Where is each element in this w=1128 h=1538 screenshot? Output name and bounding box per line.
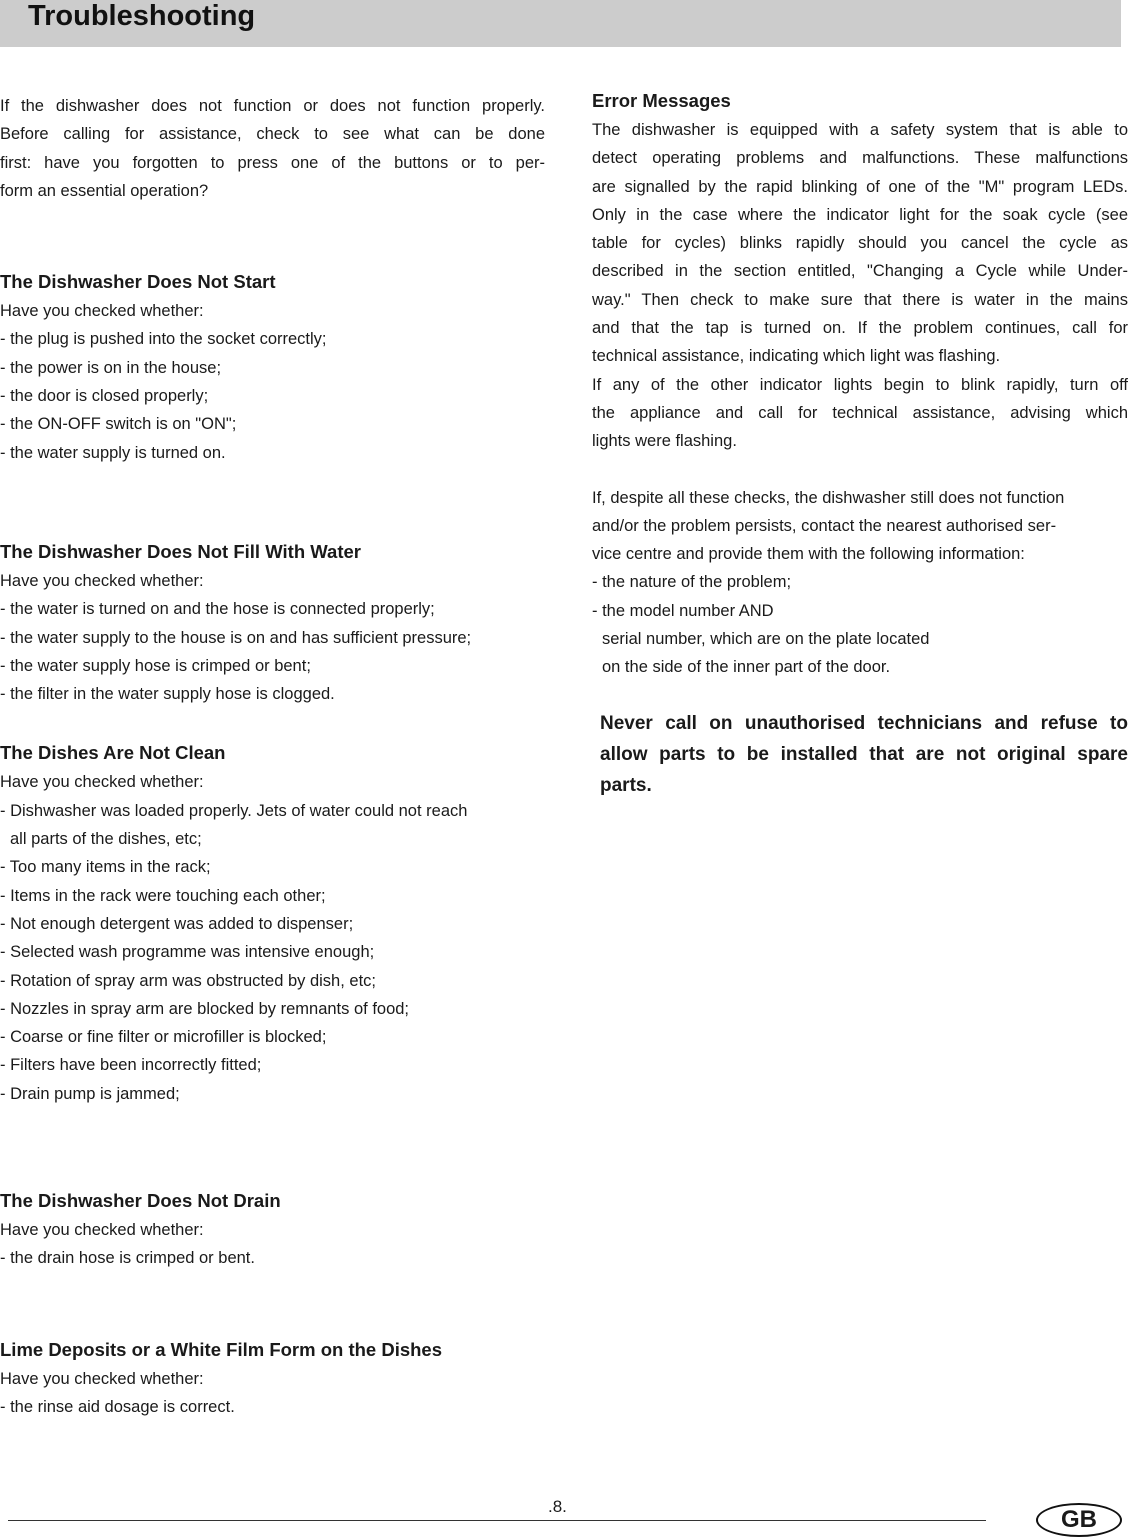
footer-divider	[8, 1520, 986, 1521]
section-lime	[0, 1335, 545, 1422]
section-line: - the ON-OFF switch is on "ON";	[0, 415, 237, 434]
section-line: - Selected wash programme was intensive enough;	[0, 943, 375, 962]
section-line: - Rotation of spray arm was obstructed by dish, etc;	[0, 971, 376, 990]
section-line: - the water is turned on and the hose is connected properly;	[0, 600, 435, 619]
warning-line: allow parts to be installed that are not original spare	[600, 743, 1128, 765]
section-not-drain	[0, 1186, 545, 1273]
section-line: all parts of the dishes, etc;	[10, 830, 202, 849]
error-line: - the model number AND	[592, 601, 774, 620]
section-heading: The Dishwasher Does Not Start	[0, 271, 276, 293]
section-line: Have you checked whether:	[0, 302, 204, 321]
section-not-start	[0, 267, 545, 467]
section-line: - Filters have been incorrectly fitted;	[0, 1056, 262, 1075]
section-not-fill	[0, 537, 545, 708]
error-line: on the side of the inner part of the door.	[602, 658, 891, 677]
section-line: Have you checked whether:	[0, 1369, 204, 1388]
error-line: the appliance and call for technical assistance, advising which	[592, 403, 1128, 422]
section-line: - the plug is pushed into the socket correctly;	[0, 330, 327, 349]
section-line: - Drain pump is jammed;	[0, 1084, 180, 1103]
left-column	[0, 92, 545, 1421]
section-line: - Items in the rack were touching each other;	[0, 886, 326, 905]
error-line: vice centre and provide them with the following information:	[592, 545, 1025, 564]
section-line: - the rinse aid dosage is correct.	[0, 1397, 235, 1416]
error-line: are signalled by the rapid blinking of one of the "M" program LEDs.	[592, 177, 1128, 196]
error-line: and/or the problem persists, contact the nearest authorised ser-	[592, 516, 1057, 535]
error-line: way." Then check to make sure that there is water in the mains	[592, 290, 1128, 309]
error-line: lights were flashing.	[592, 432, 737, 451]
error-paragraph-2	[592, 371, 1128, 456]
error-line: If, despite all these checks, the dishwasher still does not function	[592, 488, 1065, 507]
section-line: - the power is on in the house;	[0, 358, 222, 377]
section-line: - the water supply to the house is on and has sufficient pressure;	[0, 628, 472, 647]
intro-line: form an essential operation?	[0, 181, 209, 200]
section-line: - Too many items in the rack;	[0, 858, 211, 877]
section-line: - Dishwasher was loaded properly. Jets of water could not reach	[0, 801, 468, 820]
error-messages-heading: Error Messages	[592, 90, 731, 111]
error-paragraph-3	[592, 484, 1128, 682]
warning-notice	[592, 708, 1128, 801]
section-line: Have you checked whether:	[0, 571, 204, 590]
section-line: - the filter in the water supply hose is clogged.	[0, 685, 335, 704]
intro-line: Before calling for assistance, check to see what can be done	[0, 125, 545, 144]
error-line: - the nature of the problem;	[592, 573, 792, 592]
section-heading: The Dishwasher Does Not Drain	[0, 1190, 281, 1212]
header-bar	[0, 0, 1121, 47]
error-line: technical assistance, indicating which light was flashing.	[592, 347, 1001, 366]
error-line: Only in the case where the indicator light for the soak cycle (see	[592, 205, 1128, 224]
warning-line: parts.	[600, 774, 652, 796]
section-line: Have you checked whether:	[0, 773, 204, 792]
section-heading: The Dishes Are Not Clean	[0, 742, 226, 764]
error-line: The dishwasher is equipped with a safety system that is able to	[592, 121, 1128, 139]
section-line: - the water supply hose is crimped or bent;	[0, 656, 311, 675]
error-line: described in the section entitled, "Changing a Cycle while Under-	[592, 262, 1128, 281]
language-badge: GB	[1036, 1503, 1122, 1537]
error-line: and that the tap is turned on. If the problem continues, call for	[592, 319, 1128, 338]
error-line: serial number, which are on the plate located	[602, 630, 930, 649]
section-line: Have you checked whether:	[0, 1221, 204, 1240]
page-number: .8.	[548, 1497, 567, 1516]
section-heading: Lime Deposits or a White Film Form on the Dishes	[0, 1338, 443, 1360]
section-not-clean	[0, 738, 545, 1108]
error-line: table for cycles) blinks rapidly should you cancel the cycle as	[592, 234, 1128, 253]
right-column	[592, 86, 1128, 801]
page-title: Troubleshooting	[28, 0, 256, 32]
intro-paragraph	[0, 92, 545, 205]
error-paragraph-1	[592, 116, 1128, 371]
error-line: detect operating problems and malfunctions. These malfunctions	[592, 149, 1128, 168]
section-line: - Coarse or fine filter or microfiller is blocked;	[0, 1028, 327, 1047]
intro-line: If the dishwasher does not function or does not function properly.	[0, 97, 545, 115]
section-heading: The Dishwasher Does Not Fill With Water	[0, 540, 361, 562]
section-line: - the water supply is turned on.	[0, 443, 226, 462]
section-line: - Not enough detergent was added to dispenser;	[0, 914, 354, 933]
section-line: - the drain hose is crimped or bent.	[0, 1249, 255, 1268]
error-line: If any of the other indicator lights begin to blink rapidly, turn off	[592, 375, 1128, 394]
warning-line: Never call on unauthorised technicians and refuse to	[600, 712, 1128, 734]
section-line: - the door is closed properly;	[0, 387, 209, 406]
section-line: - Nozzles in spray arm are blocked by remnants of food;	[0, 999, 410, 1018]
intro-line: first: have you forgotten to press one of the buttons or to per-	[0, 153, 545, 172]
